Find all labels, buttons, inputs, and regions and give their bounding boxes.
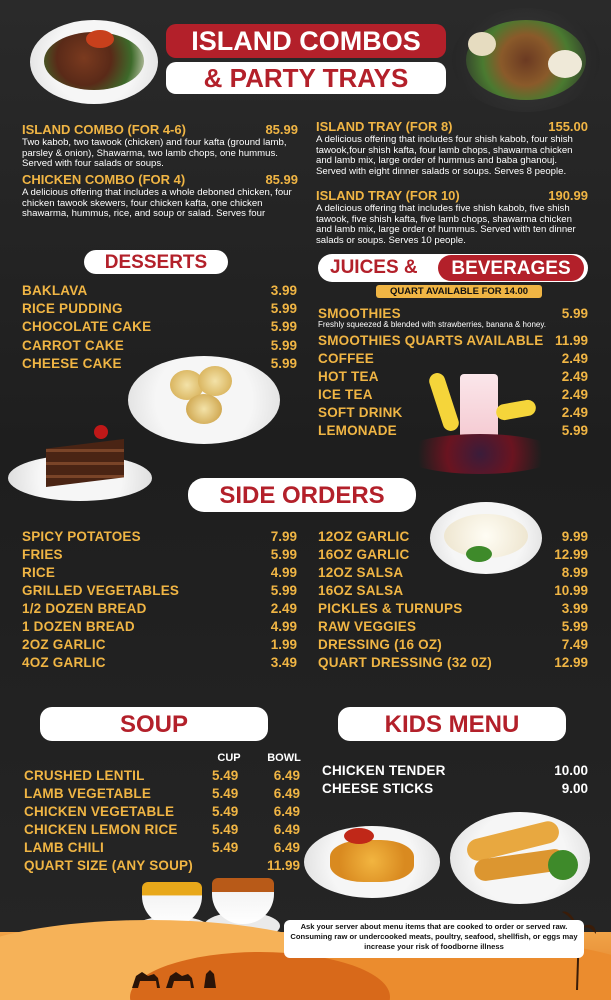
item-price: 7.49: [561, 637, 588, 652]
item-name: QUART SIZE (ANY SOUP): [24, 858, 193, 873]
smoothie-description: Freshly squeezed & blended with strawberries, banana & honey.: [318, 320, 546, 329]
item-price: 11.99: [554, 333, 588, 348]
combo-name: ISLAND TRAY (FOR 8): [316, 119, 453, 134]
combo-name: ISLAND COMBO (FOR 4-6): [22, 122, 186, 137]
table-row: [24, 804, 300, 821]
disclaimer-text: Ask your server about menu items that are cooked to order or served raw. Consuming raw or undercooked meats, poultry, seafood, shellfish, or eggs may increase your risk of foodborne illness: [290, 922, 578, 951]
item-name: 4OZ GARLIC: [22, 655, 106, 670]
cup-price: 5.49: [212, 840, 239, 855]
list-item: [318, 655, 588, 672]
cup-price: 5.49: [212, 822, 239, 837]
header-line2-text: & PARTY TRAYS: [203, 63, 409, 93]
item-name: FRIES: [22, 547, 63, 562]
header-title-line2: [166, 62, 446, 94]
soup-title-text: SOUP: [119, 711, 188, 738]
bowl-price: 6.49: [273, 768, 300, 783]
item-price: 5.99: [270, 301, 297, 316]
item-price: 2.49: [561, 405, 588, 420]
list-item: [318, 619, 588, 636]
table-row: [24, 858, 300, 875]
item-name: QUART DRESSING (32 0Z): [318, 655, 492, 670]
list-item: [318, 547, 588, 564]
header-title-line1: [166, 24, 446, 58]
list-item: [318, 637, 588, 654]
item-price: 5.99: [270, 338, 297, 353]
list-item: [322, 763, 588, 780]
item-price: 12.99: [554, 655, 588, 670]
item-name: SMOOTHIES: [318, 306, 401, 321]
camel-caravan-silhouette: [128, 962, 228, 992]
item-price: 1.99: [270, 637, 297, 652]
disclaimer-box: [284, 920, 584, 958]
list-item: [318, 529, 588, 546]
item-name: BAKLAVA: [22, 283, 88, 298]
item-name: COFFEE: [318, 351, 374, 366]
item-price: 3.99: [561, 601, 588, 616]
item-name: CHEESE STICKS: [322, 781, 434, 796]
table-row: [24, 840, 300, 857]
list-item: [22, 319, 297, 336]
item-name: 2OZ GARLIC: [22, 637, 106, 652]
kids-menu-title: [338, 707, 566, 741]
list-item: [22, 655, 297, 672]
juices-title-beverages: [438, 255, 584, 281]
item-name: SPICY POTATOES: [22, 529, 141, 544]
soup-col-cup: CUP: [217, 752, 241, 764]
list-item: [318, 565, 588, 582]
side-orders-title: [188, 478, 416, 512]
bowl-price: 6.49: [273, 822, 300, 837]
table-row: [24, 768, 300, 785]
combo-description: A delicious offering that includes a whole deboned chicken, four chicken tawook skewers, four chicken kafta, one chicken shawarma, hummus, rice, and soup or salad. Serves four: [22, 187, 292, 219]
item-price: 5.99: [270, 356, 297, 371]
item-name: RICE PUDDING: [22, 301, 123, 316]
item-price: 12.99: [554, 547, 588, 562]
item-price: 4.99: [270, 565, 297, 580]
list-item: [318, 601, 588, 618]
party-tray-photo: [452, 8, 600, 112]
list-item: [22, 583, 297, 600]
item-name: HOT TEA: [318, 369, 379, 384]
item-price: 8.99: [561, 565, 588, 580]
item-price: 2.49: [270, 601, 297, 616]
combo-description: A delicious offering that includes five shish kabob, five shish tawook, five shish kafta, five lamb chops, shawarma chicken and lamb mix, large order of hummus. Served with ten dinner salads or soups. Serves 10 people.: [316, 203, 576, 246]
combo-price: 85.99: [265, 122, 298, 137]
cup-price: 5.49: [212, 786, 239, 801]
chicken-tender-photo: [450, 812, 590, 904]
list-item: [22, 529, 297, 546]
list-item: [22, 601, 297, 618]
quart-note-badge: [376, 285, 542, 298]
kids-menu-title-text: KIDS MENU: [384, 711, 520, 738]
item-name: CARROT CAKE: [22, 338, 124, 353]
item-price: 3.99: [270, 283, 297, 298]
item-price: 4.99: [270, 619, 297, 634]
item-name: GRILLED VEGETABLES: [22, 583, 180, 598]
item-name: LAMB VEGETABLE: [24, 786, 152, 801]
cup-price: 5.49: [212, 804, 239, 819]
desserts-title: [84, 250, 228, 274]
item-name: 16OZ GARLIC: [318, 547, 410, 562]
item-price: 5.99: [561, 619, 588, 634]
item-name: RAW VEGGIES: [318, 619, 417, 634]
cup-price: 5.49: [212, 768, 239, 783]
table-row: [24, 786, 300, 803]
item-name: LAMB CHILI: [24, 840, 104, 855]
table-row: [24, 822, 300, 839]
juices-title-b: BEVERAGES: [451, 258, 571, 279]
item-name: SOFT DRINK: [318, 405, 403, 420]
list-item: [22, 619, 297, 636]
item-price: 7.99: [270, 529, 297, 544]
combo-description: A delicious offering that includes four shish kabob, four shish tawook,four shish kafta, four lamb chops, shawarma chicken and lamb mix, large order of hummus and baba ghanouj. Served with eight dinner salads or soups. Serves 8 people.: [316, 134, 573, 177]
item-name: PICKLES & TURNUPS: [318, 601, 463, 616]
item-price: 10.00: [554, 763, 588, 778]
list-item: [318, 333, 588, 350]
item-name: RICE: [22, 565, 56, 580]
item-price: 2.49: [561, 369, 588, 384]
item-name: 12OZ SALSA: [318, 565, 404, 580]
quart-price: 11.99: [266, 858, 300, 873]
item-price: 5.99: [561, 423, 588, 438]
item-name: CHOCOLATE CAKE: [22, 319, 152, 334]
juices-title-a: JUICES &: [330, 257, 418, 278]
combo-name: CHICKEN COMBO (FOR 4): [22, 172, 186, 187]
item-price: 9.00: [561, 781, 588, 796]
item-name: SMOOTHIES QUARTS AVAILABLE: [318, 333, 544, 348]
item-name: CRUSHED LENTIL: [24, 768, 145, 783]
item-name: CHICKEN VEGETABLE: [24, 804, 175, 819]
list-item: [22, 547, 297, 564]
combo-item: [316, 119, 588, 177]
list-item: [22, 338, 297, 355]
bowl-price: 6.49: [273, 840, 300, 855]
item-name: 1/2 DOZEN BREAD: [22, 601, 147, 616]
item-name: DRESSING (16 OZ): [318, 637, 442, 652]
item-name: CHICKEN TENDER: [322, 763, 446, 778]
item-price: 5.99: [561, 306, 588, 321]
item-price: 9.99: [561, 529, 588, 544]
item-price: 5.99: [270, 583, 297, 598]
quart-note-text: QUART AVAILABLE FOR 14.00: [389, 286, 529, 297]
combo-name: ISLAND TRAY (FOR 10): [316, 188, 460, 203]
desserts-title-text: DESSERTS: [104, 252, 208, 273]
header-line1-text: ISLAND COMBOS: [191, 26, 421, 56]
item-price: 2.49: [561, 351, 588, 366]
combo-description: Two kabob, two tawook (chicken) and four kafta (ground lamb, parsley & onion), Shawarma, two lamb chops, one hummus. Served with four salads or soups.: [22, 137, 287, 169]
item-name: 12OZ GARLIC: [318, 529, 410, 544]
smoothie-photo: [400, 362, 560, 482]
combo-plate-photo: [30, 20, 158, 104]
list-item: [322, 781, 588, 798]
item-name: ICE TEA: [318, 387, 373, 402]
combo-item: [22, 122, 298, 170]
item-name: CHEESE CAKE: [22, 356, 122, 371]
combo-price: 85.99: [265, 172, 298, 187]
side-orders-title-text: SIDE ORDERS: [219, 482, 385, 509]
item-price: 5.99: [270, 547, 297, 562]
chocolate-cake-photo: [46, 425, 126, 491]
item-name: CHICKEN LEMON RICE: [24, 822, 178, 837]
bowl-price: 6.49: [273, 786, 300, 801]
combo-item: [22, 172, 298, 220]
item-name: LEMONADE: [318, 423, 397, 438]
list-item: [318, 583, 588, 600]
combo-price: 155.00: [548, 119, 588, 134]
item-price: 3.49: [270, 655, 297, 670]
item-price: 5.99: [270, 319, 297, 334]
item-name: 1 DOZEN BREAD: [22, 619, 135, 634]
item-name: 16OZ SALSA: [318, 583, 404, 598]
soup-col-bowl: BOWL: [267, 752, 301, 764]
combo-price: 190.99: [548, 188, 588, 203]
list-item: [22, 565, 297, 582]
item-price: 2.49: [561, 387, 588, 402]
list-item: [22, 637, 297, 654]
list-item: [22, 283, 297, 300]
cheese-sticks-photo: [304, 826, 440, 898]
item-price: 10.99: [554, 583, 588, 598]
combo-item: [316, 188, 588, 246]
baklava-plate-photo: [128, 356, 280, 444]
soup-title: [40, 707, 268, 741]
bowl-price: 6.49: [273, 804, 300, 819]
list-item: [22, 301, 297, 318]
